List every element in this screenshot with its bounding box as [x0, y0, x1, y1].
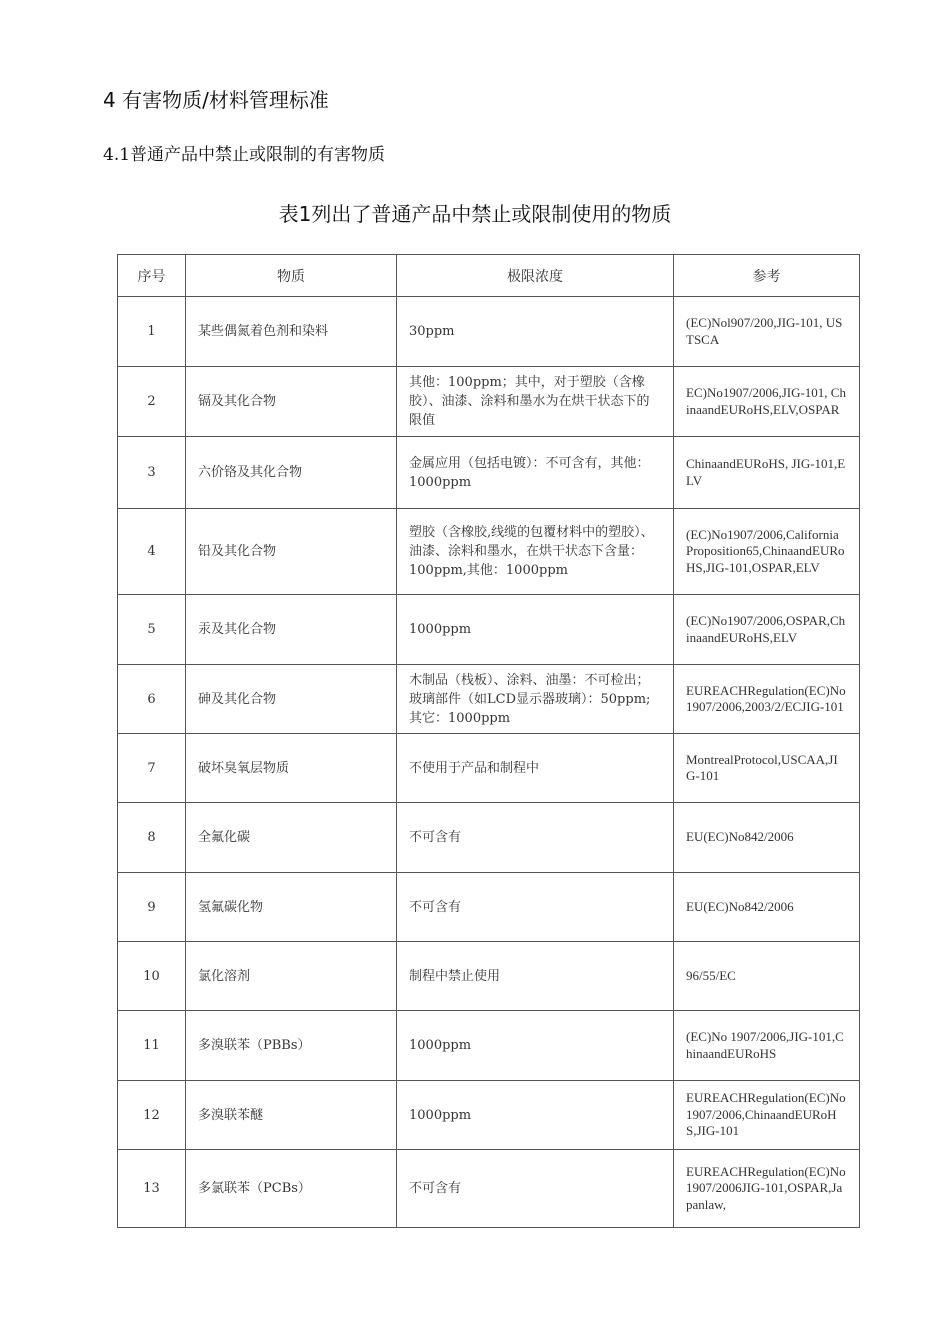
table-row — [118, 1081, 860, 1150]
row-number: 11 — [118, 1011, 186, 1081]
reference-cell: (EC)Nol907/200,JIG-101, USTSCA — [674, 297, 860, 367]
table-row — [118, 942, 860, 1011]
row-number: 8 — [118, 803, 186, 873]
table-row — [118, 873, 860, 942]
table-row — [118, 509, 860, 595]
row-number: 3 — [118, 437, 186, 509]
limit-cell: 其他：100ppm；其中，对于塑胶（含橡胶）、油漆、涂料和墨水为在烘干状态下的限值 — [397, 367, 674, 437]
limit-cell: 不使用于产品和制程中 — [397, 734, 674, 803]
limit-cell: 木制品（栈板）、涂料、油墨：不可检出；玻璃部件（如LCD显示器玻璃）：50ppm;其它：1000ppm — [397, 665, 674, 734]
row-number: 9 — [118, 873, 186, 942]
header-limit: 极限浓度 — [397, 255, 674, 297]
substance-cell: 全氟化碳 — [186, 803, 397, 873]
reference-cell: EU(EC)No842/2006 — [674, 803, 860, 873]
limit-cell: 30ppm — [397, 297, 674, 367]
limit-cell: 不可含有 — [397, 873, 674, 942]
substance-cell: 多溴联苯（PBBs） — [186, 1011, 397, 1081]
row-number: 7 — [118, 734, 186, 803]
reference-cell: (EC)No1907/2006,California Proposition65,ChinaandEURoHS,JIG-101,OSPAR,ELV — [674, 509, 860, 595]
table-header-row — [118, 255, 860, 297]
row-number: 12 — [118, 1081, 186, 1150]
subsection-heading: 4.1普通产品中禁止或限制的有害物质 — [103, 145, 386, 165]
substance-cell: 铅及其化合物 — [186, 509, 397, 595]
table-row — [118, 1011, 860, 1081]
reference-cell: EUREACHRegulation(EC)No 1907/2006JIG-101,OSPAR,Japanlaw, — [674, 1150, 860, 1228]
limit-cell: 金属应用（包括电镀）：不可含有，其他：1000ppm — [397, 437, 674, 509]
row-number: 2 — [118, 367, 186, 437]
substance-cell: 砷及其化合物 — [186, 665, 397, 734]
table-caption: 表1列出了普通产品中禁止或限制使用的物质 — [278, 202, 672, 226]
reference-cell: EU(EC)No842/2006 — [674, 873, 860, 942]
substance-cell: 氢氟碳化物 — [186, 873, 397, 942]
substance-cell: 某些偶氮着色剂和染料 — [186, 297, 397, 367]
substance-cell: 破坏臭氧层物质 — [186, 734, 397, 803]
reference-cell: (EC)No1907/2006,OSPAR,ChinaandEURoHS,ELV — [674, 595, 860, 665]
limit-cell: 制程中禁止使用 — [397, 942, 674, 1011]
reference-cell: EUREACHRegulation(EC)No1907/2006,2003/2/ECJIG-101 — [674, 665, 860, 734]
row-number: 5 — [118, 595, 186, 665]
row-number: 6 — [118, 665, 186, 734]
substances-table — [117, 254, 860, 1228]
substance-cell: 镉及其化合物 — [186, 367, 397, 437]
substance-cell: 氯化溶剂 — [186, 942, 397, 1011]
table-row — [118, 734, 860, 803]
table-row — [118, 665, 860, 734]
reference-cell: MontrealProtocol,USCAA,JIG-101 — [674, 734, 860, 803]
limit-cell: 塑胶（含橡胶,线缆的包覆材料中的塑胶）、油漆、涂料和墨水，在烘干状态下含量：100ppm,其他：1000ppm — [397, 509, 674, 595]
table-row — [118, 1150, 860, 1228]
limit-cell: 1000ppm — [397, 1011, 674, 1081]
substance-cell: 汞及其化合物 — [186, 595, 397, 665]
substance-cell: 多氯联苯（PCBs） — [186, 1150, 397, 1228]
row-number: 10 — [118, 942, 186, 1011]
header-no: 序号 — [118, 255, 186, 297]
reference-cell: 96/55/EC — [674, 942, 860, 1011]
limit-cell: 不可含有 — [397, 803, 674, 873]
header-reference: 参考 — [674, 255, 860, 297]
header-substance: 物质 — [186, 255, 397, 297]
reference-cell: ChinaandEURoHS, JIG-101,ELV — [674, 437, 860, 509]
row-number: 1 — [118, 297, 186, 367]
limit-cell: 不可含有 — [397, 1150, 674, 1228]
reference-cell: (EC)No 1907/2006,JIG-101,ChinaandEURoHS — [674, 1011, 860, 1081]
limit-cell: 1000ppm — [397, 595, 674, 665]
table-row — [118, 437, 860, 509]
substance-cell: 六价铬及其化合物 — [186, 437, 397, 509]
table-row — [118, 595, 860, 665]
table-row — [118, 367, 860, 437]
table-row — [118, 297, 860, 367]
section-heading: 4 有害物质/材料管理标准 — [103, 88, 329, 112]
row-number: 4 — [118, 509, 186, 595]
reference-cell: EUREACHRegulation(EC)No1907/2006,ChinaandEURoHS,JIG-101 — [674, 1081, 860, 1150]
substance-cell: 多溴联苯醚 — [186, 1081, 397, 1150]
limit-cell: 1000ppm — [397, 1081, 674, 1150]
reference-cell: EC)No1907/2006,JIG-101, ChinaandEURoHS,ELV,OSPAR — [674, 367, 860, 437]
row-number: 13 — [118, 1150, 186, 1228]
table-row — [118, 803, 860, 873]
